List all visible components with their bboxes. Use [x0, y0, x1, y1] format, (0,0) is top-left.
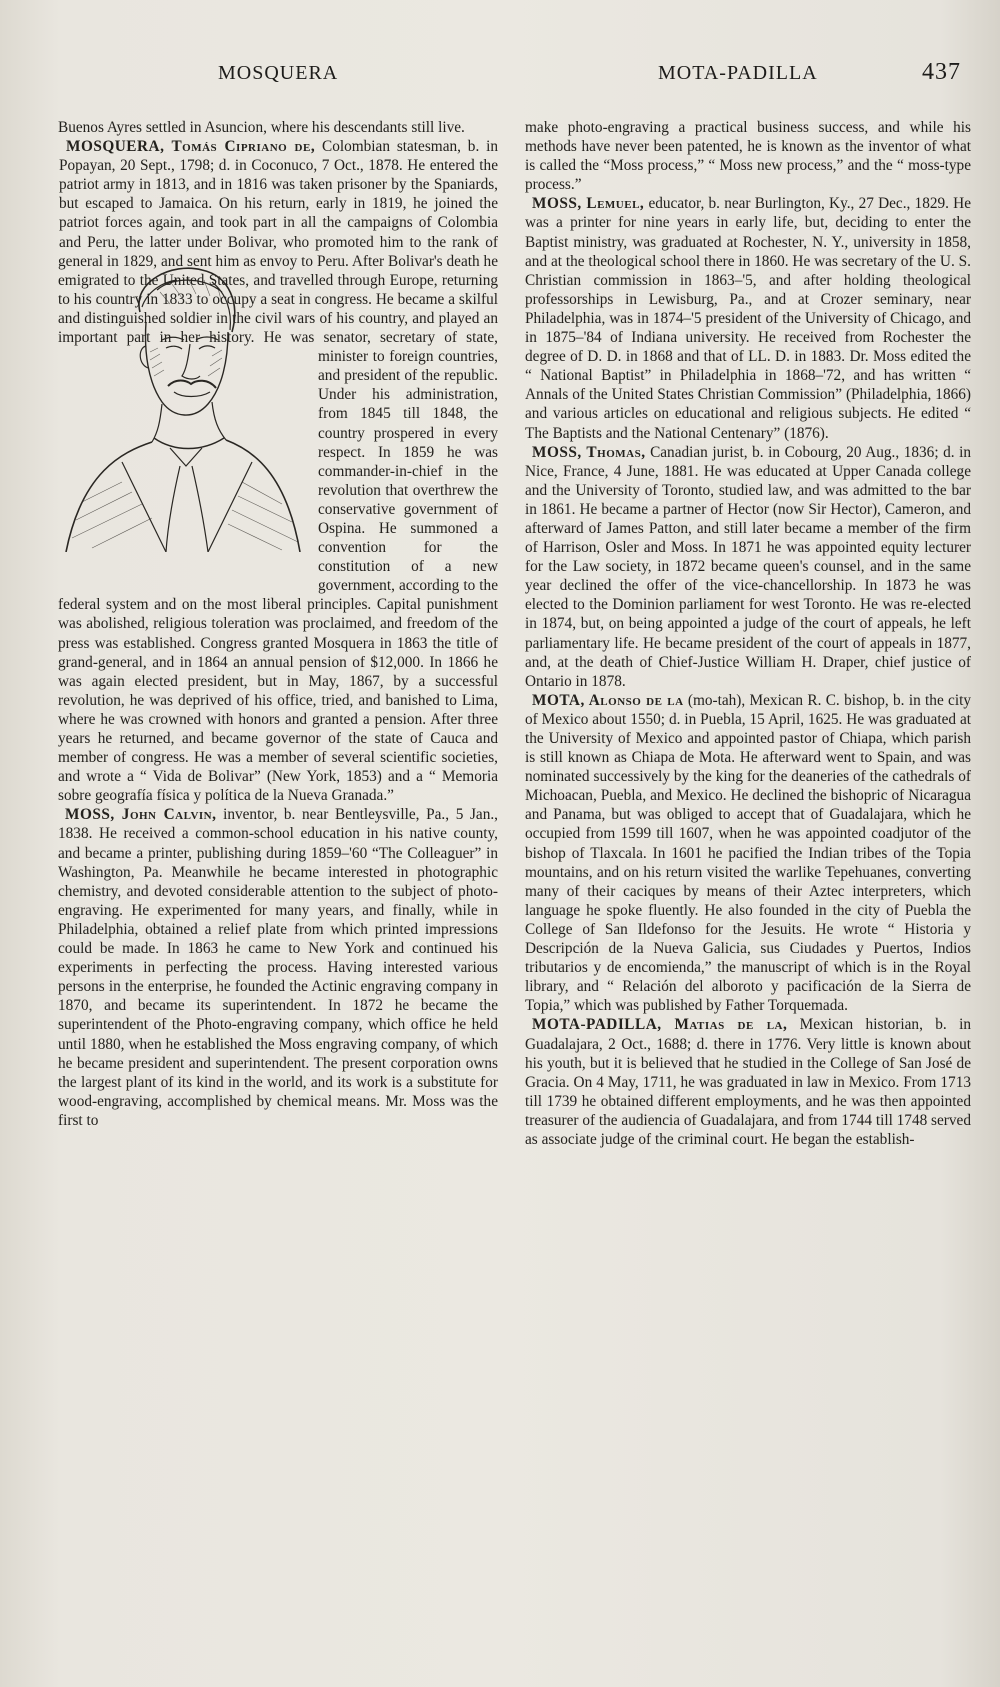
left-column	[58, 118, 498, 1130]
entry-text: Mexican historian, b. in Guadalajara, 2 Oct., 1688; d. there in 1776. Very little is known about his youth, but it is believed that he studied in the College of San José de Gracia. On 4 May, 1711, he was graduated in law in Mexico. From 1713 till 1739 he obtained different employments, and he was then appointed treasurer of the audiencia of Guadalajara, and from 1744 till 1748 served as associate judge of the criminal court. He began the establish-	[525, 1016, 972, 1148]
headword: MOSS, John Calvin,	[65, 806, 217, 824]
entry-text: educator, b. near Burlington, Ky., 27 Dec., 1829. He was a printer for nine years in early life, but, deciding to enter the Baptist ministry, was graduated at Rochester, N. Y., university in 1858, and at the theological school there in 1860. He was secretary of the U. S. Christian commission in 1863–'5, and after holding theological professorships in Lewisburg, Pa., and at Crozer seminary, near Philadelphia, was in 1874–'5 president of the University of Chicago, and in 1875–'84 of Indiana university. He received from Rochester the degree of D. D. in 1868 and that of LL. D. in 1883. Dr. Moss edited the “ National Baptist” in Philadelphia in 1868–'72, and has written “ Annals of the United States Christian Commission” (Philadelphia, 1866) and various articles on educational and religious subjects. He edited “ The Baptists and the National Centenary” (1876).	[525, 195, 971, 442]
continued-text: Buenos Ayres settled in Asuncion, where his descendants still live.	[58, 119, 465, 136]
headword: MOTA, Alonso de la	[532, 691, 684, 709]
entry-moss-thomas	[525, 443, 971, 691]
entry-text: Canadian jurist, b. in Cobourg, 20 Aug., 1836; d. in Nice, France, 4 June, 1881. He was educated at Upper Canada college and the University of Toronto, studied law, and was admitted to the bar in 1861. He became a partner of Hector (now Sir Hector), Cameron, and afterward of James Patton, and still later became a member of the firm of Harrison, Osler and Moss. In 1871 he was appointed equity lecturer for the Law society, in 1872 became queen's counsel, and in the same year declined the offer of the vice-chancellorship. In 1873 he was elected to the Dominion parliament for west Toronto. He was re-elected in 1874, but, on being appointed a judge of the court of appeals, he left parliamentary life. He became president of the court of appeals in 1877, and, at the death of Chief-Justice William H. Draper, chief justice of Ontario in 1878.	[525, 443, 972, 690]
entry-mota-padilla	[525, 1015, 971, 1149]
entry-text: (mo-tah), Mexican R. C. bishop, b. in the city of Mexico about 1550; d. in Puebla, 15 April, 1625. He was graduated at the University of Mexico and appointed pastor of Chiapa, which parish is still known as Chiapa de Mota. He afterward went to Spain, and was nominated successively by the king for the deaneries of the cathedrals of Michoacan, Puebla, and Mexico. He declined the bishopric of Nicaragua and Panama, but was obliged to accept that of Guadalajara, which he occupied from 1599 till 1607, when he was appointed coadjutor of the bishop of Tlaxcala. In 1601 he pacified the Indian tribes of the Topia mountains, and on his return visited the warlike Tepehuanes, converting many of their caciques by means of their Aztec interpreters, which language he spoke fluently. He also founded in the city of Puebla the College of San Ildefonso for the Jesuits. He wrote “ Historia y Descripción de la Nueva Galicia, sus Ciudades y Puertos, Indios tributarios y de encomienda,” the manuscript of which is in the Royal library, and “ Relación del alboroto y pacificación de la Sierra de Topia,” which was published by Father Torquemada.	[525, 691, 971, 1015]
entry-text: Colombian statesman, b. in Popayan, 20 Sept., 1798; d. in Coconuco, 7 Oct., 1878. He entered the patriot army in 1813, and in 1816 was taken prisoner by the Spaniards, but escaped to Jamaica. On his return, early in 1819, he joined the patriot forces again, and took part in all the campaigns of Colombia and Peru, the latter under Bolivar, who promoted him to the rank of general in 1829, and sent him as envoy to Peru. After Bolivar's death he emigrated to the United States, and travelled through Europe, returning to his country in 1833 to occupy a seat in congress. He became a skilful and distinguished soldier in the civil wars of his country, and played an important part in her history. He was senator, secretary of state, minister to foreign countries, and president of the republic. Under his administration, from 1845 till 1848, the country prospered in every respect. In 1859 he was commander-in-chief in the revolution that overthrew the conservative government of Ospina. He summoned a convention for the constitution of a new government, according to the federal system and on the most liberal principles. Capital punishment was abolished, religious toleration was proclaimed, and freedom of the press was established. Congress granted Mosquera in 1863 the title of grand-general, and in 1864 an annual pension of $12,000. In 1866 he was again elected president, but in May, 1867, by a successful revolution, he was deprived of his office, tried, and banished to Lima, where he was crowned with honors and granted a pension. After three years he returned, and became governor of the state of Cauca and member of congress. He was a member of several scientific societies, and wrote a “ Vida de Bolivar” (New York, 1853) and a “ Memoria sobre geografía física y política de la Nueva Granada.”	[58, 138, 498, 805]
entry-text: inventor, b. near Bentleysville, Pa., 5 Jan., 1838. He received a common-school education in his native county, and became a printer, publishing during 1859–'60 “The Colleaguer” in Washington, Pa. Meanwhile he became interested in photographic chemistry, and devoted considerable attention to the subject of photo-engraving. He experimented for many years, and finally, while in Philadelphia, obtained a relief plate from which printed impressions could be made. In 1863 he came to New York and continued his experiments in perfecting the process. Having interested various persons in the enterprise, he founded the Actinic engraving company in 1870, and became its superintendent. In 1872 he became the superintendent of the Photo-engraving company, which office he held until 1880, when he established the Moss engraving company, of which he became president and superintendent. The present corporation owns the largest plant of its kind in the world, and its work is a substitute for wood-engraving, accomplished by chemical means. Mr. Moss was the first to	[58, 806, 499, 1129]
entry-moss-lemuel	[525, 194, 971, 442]
headword: MOSS, Lemuel,	[532, 195, 645, 213]
page-number: 437	[922, 59, 961, 85]
running-head	[0, 59, 1000, 92]
entry-mota	[525, 691, 971, 1016]
right-column	[525, 118, 971, 1149]
continued-text: make photo-engraving a practical business success, and while his methods have never been patented, he is known as the inventor of what is called the “Moss process,” “ Moss new process,” and the “ moss-type process.”	[525, 119, 971, 194]
entry-moss-john	[58, 805, 498, 1130]
left-guide-word: MOSQUERA	[218, 62, 339, 84]
right-guide-word: MOTA-PADILLA	[658, 62, 818, 84]
headword: MOSS, Thomas,	[532, 443, 646, 461]
headword: MOSQUERA, Tomás Cipriano de,	[66, 138, 316, 156]
headword: MOTA-PADILLA, Matias de la,	[532, 1016, 788, 1034]
